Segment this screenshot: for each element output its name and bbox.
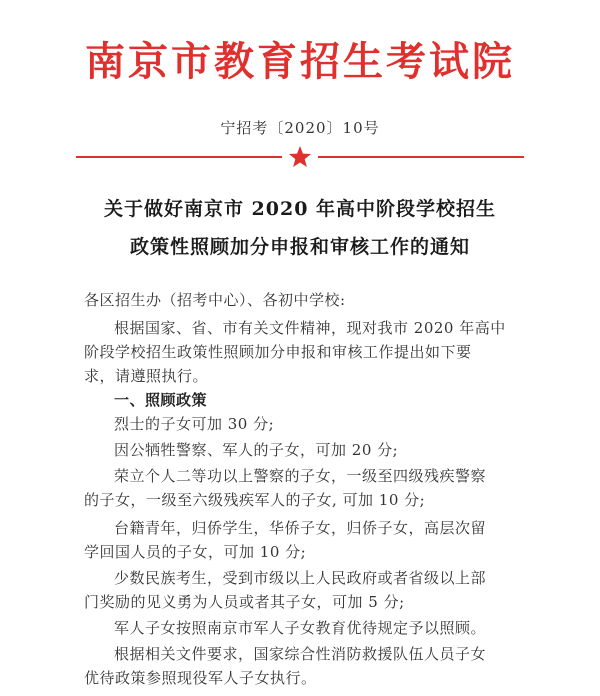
red-divider-right — [318, 156, 524, 158]
policy-item3-line1: 荣立个人二等功以上警察的子女，一级至四级残疾警察 — [114, 467, 487, 485]
salutation: 各区招生办（招考中心）、各初中学校: — [84, 291, 346, 309]
intro-line1: 根据国家、省、市有关文件精神，现对我市 2020 年高中 — [114, 319, 506, 337]
policy-item4-line1: 台籍青年，归侨学生，华侨子女，归侨子女，高层次留 — [114, 519, 487, 537]
org-title: 南京市教育招生考试院 — [85, 38, 515, 85]
section1-heading: 一、照顾政策 — [114, 391, 208, 409]
intro-line3: 求，请遵照执行。 — [84, 367, 209, 385]
policy-item7-line2: 优待政策参照现役军人子女执行。 — [84, 669, 317, 687]
policy-item5-line1: 少数民族考生，受到市级以上人民政府或者省级以上部 — [114, 569, 487, 587]
document-number: 宁招考〔2020〕10号 — [220, 119, 380, 137]
policy-item4-line2: 学回国人员的子女，可加 10 分; — [84, 543, 307, 561]
policy-item1: 烈士的子女可加 30 分; — [114, 415, 275, 433]
notice-title-line1: 关于做好南京市 2020 年高中阶段学校招生 — [103, 198, 497, 220]
intro-line2: 阶段学校招生政策性照顾加分申报和审核工作提出如下要 — [84, 343, 472, 361]
policy-item2: 因公牺牲警察、军人的子女，可加 20 分; — [114, 441, 399, 459]
policy-item7-line1: 根据相关文件要求，国家综合性消防救援队伍人员子女 — [114, 645, 487, 663]
policy-item3-line2: 的子女，一级至六级残疾军人的子女, 可加 10 分; — [84, 491, 426, 509]
red-star-icon — [288, 145, 312, 169]
policy-item5-line2: 门奖励的见义勇为人员或者其子女，可加 5 分; — [84, 593, 405, 611]
notice-title-line2: 政策性照顾加分申报和审核工作的通知 — [129, 236, 470, 258]
policy-item6: 军人子女按照南京市军人子女教育优待规定予以照顾。 — [114, 619, 487, 637]
red-divider-left — [76, 156, 282, 158]
